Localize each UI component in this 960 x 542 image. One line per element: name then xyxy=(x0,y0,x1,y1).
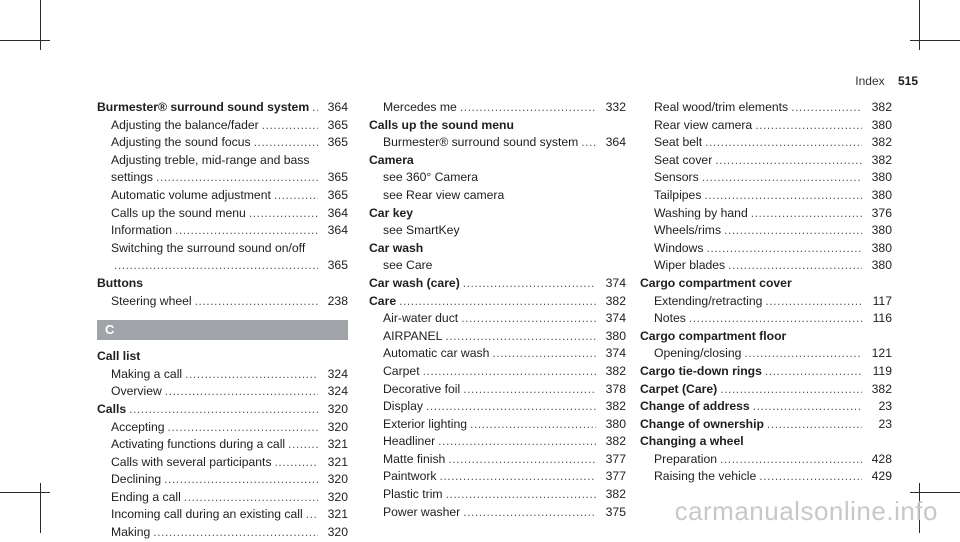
entry-text: Extending/retracting xyxy=(654,293,763,308)
entry-text: Change of address xyxy=(640,399,750,414)
page-ref: 119 xyxy=(872,363,892,378)
index-subentry[interactable] xyxy=(369,134,626,152)
entry-text: Car key xyxy=(369,205,414,220)
index-subentry[interactable] xyxy=(97,152,348,170)
crop-mark xyxy=(0,40,50,41)
index-entry[interactable] xyxy=(97,275,348,293)
dot-leader xyxy=(168,419,318,437)
entry-text: Display xyxy=(383,399,423,414)
page-ref: 364 xyxy=(327,223,348,238)
page-ref: 382 xyxy=(605,399,626,414)
page-ref: 238 xyxy=(327,293,348,308)
index-subentry[interactable] xyxy=(369,504,626,522)
page-ref: 320 xyxy=(327,489,348,504)
page-ref: 332 xyxy=(605,100,626,114)
page-ref: 321 xyxy=(327,454,348,469)
index-subentry[interactable] xyxy=(369,433,626,451)
entry-text: Call list xyxy=(97,349,141,364)
page-ref: 382 xyxy=(871,381,892,396)
dot-leader xyxy=(440,468,596,486)
dot-leader xyxy=(426,398,596,416)
page-ref: 380 xyxy=(871,117,892,132)
page-ref: 320 xyxy=(327,472,348,487)
index-subentry[interactable] xyxy=(369,328,626,346)
index-entry[interactable] xyxy=(97,348,348,366)
index-entry[interactable] xyxy=(640,433,892,451)
entry-text: see 360° Camera xyxy=(383,170,478,185)
index-subentry[interactable] xyxy=(640,187,892,205)
page-ref: 380 xyxy=(871,258,892,273)
index-subentry[interactable] xyxy=(97,240,348,258)
index-entry[interactable] xyxy=(97,99,348,117)
page-ref: 23 xyxy=(878,416,892,431)
entry-text: Preparation xyxy=(654,451,718,466)
page-ref: 382 xyxy=(605,434,626,449)
dot-leader xyxy=(463,504,596,522)
entry-text: Calls with several participants xyxy=(111,454,272,469)
page-number: 515 xyxy=(897,74,918,88)
index-entry[interactable] xyxy=(369,117,626,135)
crop-mark xyxy=(910,40,960,41)
dot-leader xyxy=(753,398,862,416)
page-header xyxy=(855,74,918,88)
entry-text: Seat belt xyxy=(654,135,703,150)
index-subentry[interactable] xyxy=(97,169,348,187)
entry-text: Seat cover xyxy=(654,152,713,167)
index-subentry[interactable] xyxy=(640,240,892,258)
page-ref: 365 xyxy=(327,258,348,273)
index-subentry[interactable] xyxy=(97,117,348,135)
index-subentry[interactable] xyxy=(369,222,626,240)
index-entry[interactable] xyxy=(97,401,348,419)
page-ref: 365 xyxy=(327,170,348,185)
page-ref: 382 xyxy=(871,135,892,150)
index-subentry[interactable] xyxy=(640,451,892,469)
index-entry[interactable] xyxy=(640,398,892,416)
dot-leader xyxy=(195,293,318,311)
dot-leader xyxy=(706,240,862,258)
dot-leader xyxy=(702,169,862,187)
entry-text: Real wood/trim elements xyxy=(654,100,789,114)
dot-leader xyxy=(767,416,862,434)
dot-leader xyxy=(446,486,596,504)
entry-text: Automatic volume adjustment xyxy=(111,187,271,202)
index-subentry[interactable] xyxy=(640,468,892,486)
index-entry[interactable] xyxy=(369,275,626,293)
index-entry[interactable] xyxy=(369,293,626,311)
dot-leader xyxy=(461,310,596,328)
page-ref: 23 xyxy=(878,399,892,414)
page-ref: 376 xyxy=(871,205,892,220)
entry-text: Overview xyxy=(111,384,162,399)
index-subentry[interactable] xyxy=(369,381,626,399)
entry-text: Windows xyxy=(654,240,704,255)
index-subentry[interactable] xyxy=(97,454,348,472)
page-ref: 428 xyxy=(871,451,892,466)
page-ref: 380 xyxy=(871,187,892,202)
entry-text: Decorative foil xyxy=(383,381,461,396)
entry-text: Steering wheel xyxy=(111,293,192,308)
entry-text: Car wash xyxy=(369,240,424,255)
index-subentry[interactable] xyxy=(640,222,892,240)
page-ref: 365 xyxy=(327,135,348,150)
dot-leader xyxy=(689,310,862,328)
dot-leader xyxy=(306,506,318,524)
entry-text: Opening/closing xyxy=(654,346,742,361)
page-ref: 382 xyxy=(605,363,626,378)
entry-text: AIRPANEL xyxy=(383,328,443,343)
crop-mark xyxy=(910,492,960,493)
page-ref: 365 xyxy=(327,187,348,202)
page-ref: 382 xyxy=(871,152,892,167)
page-ref: 380 xyxy=(871,170,892,185)
entry-text: Calls up the sound menu xyxy=(369,117,514,132)
page-ref: 378 xyxy=(605,381,626,396)
index-entry[interactable] xyxy=(640,363,892,381)
index-subentry[interactable] xyxy=(369,257,626,275)
index-entry[interactable] xyxy=(369,240,626,258)
page-ref: 377 xyxy=(605,451,626,466)
dot-leader xyxy=(470,416,596,434)
dot-leader xyxy=(114,257,318,275)
index-entry[interactable] xyxy=(640,275,892,293)
entry-text: Automatic car wash xyxy=(383,346,490,361)
index-subentry[interactable] xyxy=(640,117,892,135)
index-subentry[interactable] xyxy=(369,345,626,363)
entry-text: Adjusting the sound focus xyxy=(111,135,251,150)
dot-leader xyxy=(765,293,862,311)
entry-text: Matte finish xyxy=(383,451,446,466)
dot-leader xyxy=(463,381,596,399)
page-ref: 320 xyxy=(327,419,348,434)
entry-text: Wheels/rims xyxy=(654,223,722,238)
index-column-1 xyxy=(97,99,348,542)
dot-leader xyxy=(720,381,862,399)
entry-text: Accepting xyxy=(111,419,165,434)
dot-leader xyxy=(312,99,318,117)
index-subentry[interactable] xyxy=(369,416,626,434)
page-ref: 320 xyxy=(327,401,348,416)
page-ref: 374 xyxy=(605,346,626,361)
index-subentry[interactable] xyxy=(369,169,626,187)
entry-text: Wiper blades xyxy=(654,258,726,273)
index-column-2 xyxy=(369,99,626,521)
dot-leader xyxy=(288,436,318,454)
dot-leader xyxy=(249,205,318,223)
index-subentry[interactable] xyxy=(640,169,892,187)
index-subentry[interactable] xyxy=(97,187,348,205)
entry-text: Cargo tie-down rings xyxy=(640,363,762,378)
index-subentry[interactable] xyxy=(369,99,626,117)
page-ref: 324 xyxy=(327,366,348,381)
entry-text: Ending a call xyxy=(111,489,181,504)
dot-leader xyxy=(254,134,318,152)
index-column-3 xyxy=(640,99,892,486)
index-entry[interactable] xyxy=(640,416,892,434)
dot-leader xyxy=(156,169,318,187)
entry-text: Carpet xyxy=(383,363,420,378)
dot-leader xyxy=(445,328,596,346)
entry-text: Paintwork xyxy=(383,469,437,484)
dot-leader xyxy=(399,293,596,311)
page-ref: 374 xyxy=(605,311,626,326)
page-ref: 380 xyxy=(871,240,892,255)
entry-text: Notes xyxy=(654,311,686,326)
index-entry[interactable] xyxy=(369,205,626,223)
entry-text: Burmester® surround sound system xyxy=(383,135,579,150)
index-subentry[interactable] xyxy=(369,468,626,486)
entry-text: Care xyxy=(369,293,397,308)
index-subentry[interactable] xyxy=(97,471,348,489)
page-ref: 380 xyxy=(605,416,626,431)
entry-text: Plastic trim xyxy=(383,487,443,502)
index-subentry[interactable] xyxy=(640,99,892,117)
dot-leader xyxy=(185,366,318,384)
entry-text: Calls up the sound menu xyxy=(111,205,246,220)
dot-leader xyxy=(705,134,862,152)
page-ref: 117 xyxy=(872,293,892,308)
crop-mark xyxy=(40,483,41,533)
index-subentry[interactable] xyxy=(640,205,892,223)
index-entry[interactable] xyxy=(640,328,892,346)
page-ref: 382 xyxy=(871,100,892,114)
entry-text: Buttons xyxy=(97,275,144,290)
page-ref: 365 xyxy=(327,117,348,132)
page-ref: 121 xyxy=(871,346,892,361)
index-subentry[interactable] xyxy=(97,383,348,401)
page-ref: 429 xyxy=(871,469,892,484)
entry-text: see Rear view camera xyxy=(383,187,505,202)
entry-text: Carpet (Care) xyxy=(640,381,718,396)
dot-leader xyxy=(274,187,318,205)
entry-text: Camera xyxy=(369,152,414,167)
index-subentry[interactable] xyxy=(97,436,348,454)
index-subentry[interactable] xyxy=(369,187,626,205)
entry-text: Adjusting treble, mid-range and bass xyxy=(111,152,310,167)
page-ref: 380 xyxy=(871,223,892,238)
entry-text: Exterior lighting xyxy=(383,416,467,431)
index-subentry[interactable] xyxy=(97,419,348,437)
watermark: carmanualsonline.info xyxy=(674,496,938,526)
entry-text: Power washer xyxy=(383,504,461,519)
index-subentry[interactable] xyxy=(640,345,892,363)
index-subentry[interactable] xyxy=(369,486,626,504)
dot-leader xyxy=(129,401,318,419)
dot-leader xyxy=(765,363,862,381)
page-ref: 364 xyxy=(605,135,626,150)
page-ref: 324 xyxy=(327,384,348,399)
dot-leader xyxy=(759,468,862,486)
entry-text: Incoming call during an existing call xyxy=(111,507,303,522)
entry-text: Adjusting the balance/fader xyxy=(111,117,259,132)
index-entry[interactable] xyxy=(369,152,626,170)
dot-leader xyxy=(165,383,318,401)
index-subentry[interactable] xyxy=(369,310,626,328)
dot-leader xyxy=(744,345,862,363)
entry-text: Switching the surround sound on/off xyxy=(111,240,306,255)
index-subentry[interactable] xyxy=(97,257,348,275)
dot-leader xyxy=(704,187,862,205)
index-subentry[interactable] xyxy=(97,489,348,507)
page-ref: 382 xyxy=(605,487,626,502)
page-ref: 380 xyxy=(605,328,626,343)
dot-leader xyxy=(724,222,862,240)
index-subentry[interactable] xyxy=(640,152,892,170)
entry-text: Making xyxy=(111,525,151,540)
dot-leader xyxy=(175,222,318,240)
dot-leader xyxy=(438,433,596,451)
dot-leader xyxy=(423,363,596,381)
page-ref: 321 xyxy=(327,437,348,452)
entry-text: Making a call xyxy=(111,366,183,381)
entry-text: Information xyxy=(111,223,172,238)
page-ref: 364 xyxy=(327,205,348,220)
entry-text: Tailpipes xyxy=(654,187,702,202)
entry-text: see Care xyxy=(383,258,433,273)
index-subentry[interactable] xyxy=(97,134,348,152)
index-subentry[interactable] xyxy=(640,293,892,311)
entry-text: Raising the vehicle xyxy=(654,469,757,484)
dot-leader xyxy=(463,275,596,293)
index-subentry[interactable] xyxy=(97,506,348,524)
dot-leader xyxy=(720,451,862,469)
index-subentry[interactable] xyxy=(97,293,348,311)
entry-text: settings xyxy=(111,170,154,185)
index-subentry[interactable] xyxy=(640,310,892,328)
dot-leader xyxy=(751,205,862,223)
dot-leader xyxy=(492,345,596,363)
index-subentry[interactable] xyxy=(97,222,348,240)
index-subentry[interactable] xyxy=(369,451,626,469)
dot-leader xyxy=(262,117,318,135)
index-subentry[interactable] xyxy=(97,366,348,384)
entry-text: Washing by hand xyxy=(654,205,748,220)
entry-text: Air-water duct xyxy=(383,311,459,326)
index-subentry[interactable] xyxy=(97,205,348,223)
entry-text: Sensors xyxy=(654,170,699,185)
index-subentry[interactable] xyxy=(640,257,892,275)
entry-text: Cargo compartment cover xyxy=(640,275,792,290)
entry-text: Changing a wheel xyxy=(640,434,744,449)
entry-text: Calls xyxy=(97,401,127,416)
entry-text: see SmartKey xyxy=(383,223,460,238)
dot-leader xyxy=(460,99,596,117)
entry-text: Car wash (care) xyxy=(369,275,460,290)
dot-leader xyxy=(715,152,862,170)
index-subentry[interactable] xyxy=(640,134,892,152)
page-ref: 364 xyxy=(327,100,348,114)
entry-text: Burmester® surround sound system xyxy=(97,100,310,114)
entry-text: Activating functions during a call xyxy=(111,437,286,452)
entry-text: Declining xyxy=(111,472,162,487)
entry-text: Cargo compartment floor xyxy=(640,328,787,343)
index-subentry[interactable] xyxy=(369,363,626,381)
page-ref: 374 xyxy=(605,275,626,290)
dot-leader xyxy=(755,117,862,135)
entry-text: Rear view camera xyxy=(654,117,753,132)
dot-leader xyxy=(164,471,318,489)
page-ref: 382 xyxy=(605,293,626,308)
entry-text: Change of ownership xyxy=(640,416,764,431)
page-ref: 321 xyxy=(327,507,348,522)
dot-leader xyxy=(184,489,318,507)
page-ref: 377 xyxy=(605,469,626,484)
crop-mark xyxy=(919,0,920,50)
entry-text: Headliner xyxy=(383,434,436,449)
dot-leader xyxy=(448,451,596,469)
section-title: Index xyxy=(855,74,885,88)
page-ref: 116 xyxy=(872,311,892,326)
crop-mark xyxy=(0,492,50,493)
crop-mark xyxy=(40,0,41,50)
page-ref: 320 xyxy=(327,525,348,540)
dot-leader xyxy=(791,99,862,117)
dot-leader xyxy=(581,134,596,152)
index-subentry[interactable] xyxy=(369,398,626,416)
section-letter-band: C xyxy=(97,320,348,340)
page-ref: 375 xyxy=(605,504,626,519)
dot-leader xyxy=(728,257,862,275)
entry-text: Mercedes me xyxy=(383,100,457,114)
index-entry[interactable] xyxy=(640,381,892,399)
dot-leader xyxy=(275,454,318,472)
